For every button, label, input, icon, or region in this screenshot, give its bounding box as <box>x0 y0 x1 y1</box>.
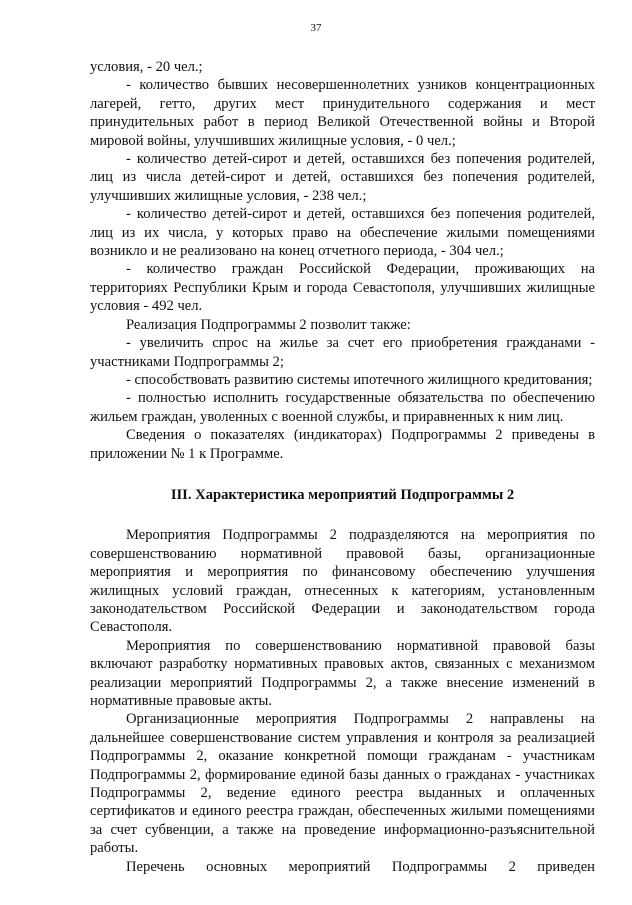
paragraph: - количество детей-сирот и детей, оставшихся без попечения родителей, лиц из их числа, у которых право на обеспечение жилыми помещениями возникло и не реализовано на конец отчетного периода, - 304 чел.; <box>90 206 595 260</box>
paragraph: Реализация Подпрограммы 2 позволит также: <box>126 316 411 333</box>
paragraph: - полностью исполнить государственные обязательства по обеспечению жильем граждан, уволенных с военной службы, и приравненных к ним лиц. <box>90 390 595 425</box>
paragraph: Перечень основных мероприятий Подпрограммы 2 приведен <box>126 858 595 875</box>
paragraph: Организационные мероприятия Подпрограммы 2 направлены на дальнейшее совершенствование систем управления и контроля за реализацией Подпрограммы 2, оказание конкретной помощи гражданам - участникам Подпрограммы 2, формирование единой базы данных о гражданах - участниках Подпрограммы 2, ведение единого реестра выданных и оплаченных сертификатов и единого реестра граждан, обеспеченных жилыми помещениями за счет субвенции, а также на проведение информационно-разъяснительной работы. <box>90 711 595 857</box>
page-number: 37 <box>310 22 322 34</box>
paragraph: условия, - 20 чел.; <box>90 59 203 75</box>
paragraph: - увеличить спрос на жилье за счет его приобретения гражданами - участниками Подпрограммы 2; <box>90 335 595 370</box>
paragraph: Мероприятия по совершенствованию нормативной правовой базы включают разработку нормативных правовых актов, связанных с механизмом реализации мероприятий Подпрограммы 2, а также внесение изменений в нормативные правовые акты. <box>90 637 595 709</box>
paragraph: - количество бывших несовершеннолетних узников концентрационных лагерей, гетто, других мест принудительного содержания и мест принудительных работ в период Великой Отечественной войны и Второй мировой войны, улучшивших жилищные условия, - 0 чел.; <box>90 77 595 149</box>
section-heading: III. Характеристика мероприятий Подпрограммы 2 <box>170 486 515 503</box>
paragraph: - количество граждан Российской Федерации, проживающих на территориях Республики Крым и города Севастополя, улучшивших жилищные условия - 492 чел. <box>90 261 595 315</box>
paragraph: - способствовать развитию системы ипотечного жилищного кредитования; <box>126 371 593 388</box>
document-body <box>90 58 595 876</box>
paragraph: Мероприятия Подпрограммы 2 подразделяются на мероприятия по совершенствованию нормативной правовой базы, организационные мероприятия и мероприятия по финансовому обеспечению улучшения жилищных условий граждан, отнесенных к категориям, установленным законодательством Российской Федерации и законодательством города Севастополя. <box>90 527 595 636</box>
paragraph: Сведения о показателях (индикаторах) Подпрограммы 2 приведены в приложении № 1 к Программе. <box>90 427 595 462</box>
paragraph: - количество детей-сирот и детей, оставшихся без попечения родителей, лиц из числа детей-сирот и детей, оставшихся без попечения родителей, улучшивших жилищные условия, - 238 чел.; <box>90 151 595 204</box>
